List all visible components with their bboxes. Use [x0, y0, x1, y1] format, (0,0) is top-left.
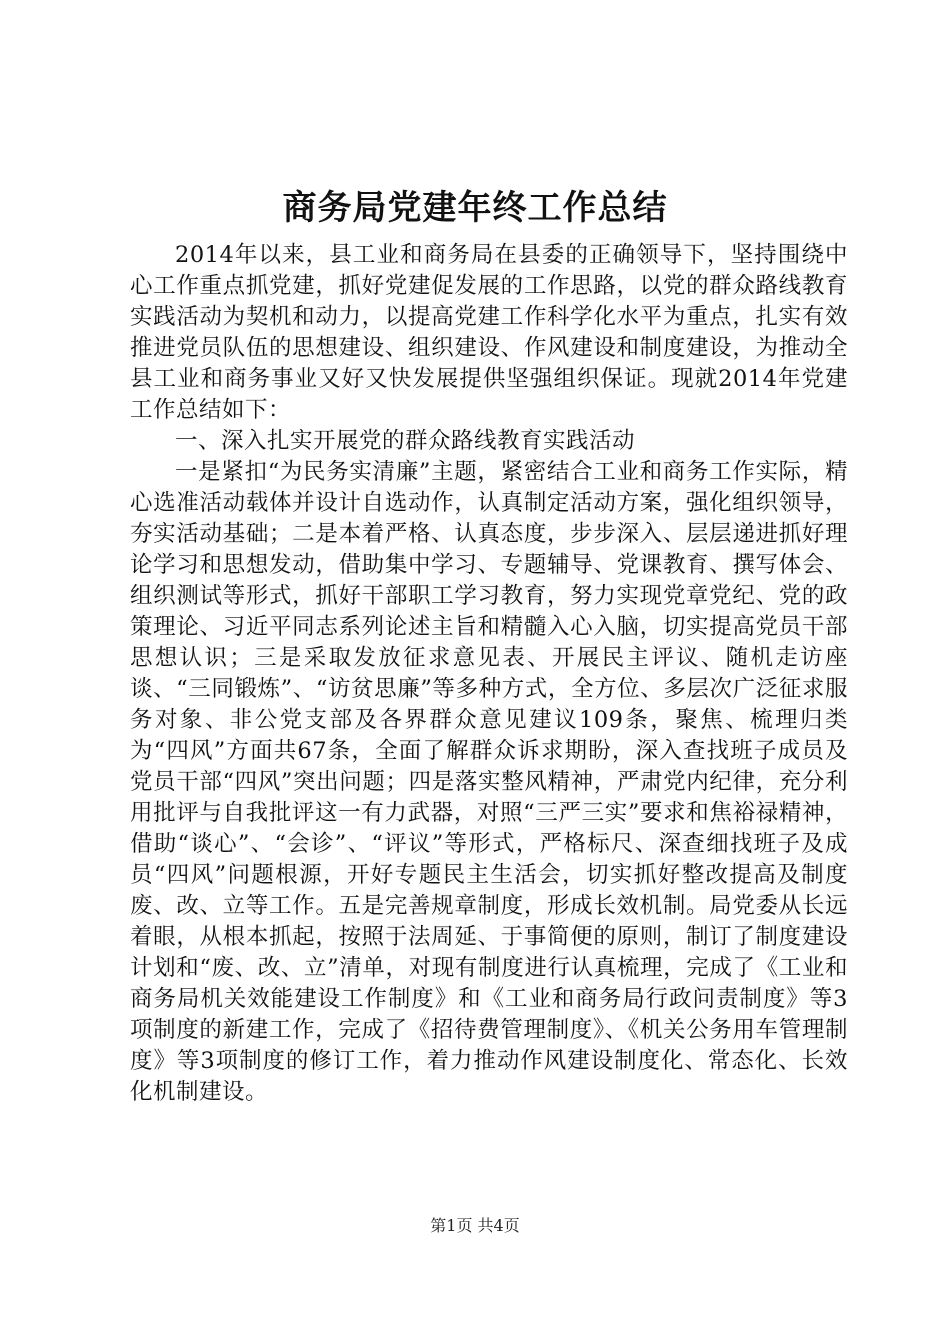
page-footer: 第1页 共4页	[430, 1216, 520, 1235]
document-title: 商务局党建年终工作总结	[282, 188, 668, 228]
document-body	[130, 240, 848, 1108]
section-paragraph: 一是紧扣“为民务实清廉”主题，紧密结合工业和商务工作实际，精心选准活动载体并设计自选动作，认真制定活动方案，强化组织领导，夯实活动基础；二是本着严格、认真态度，步步深入、层层递进抓好理论学习和思想发动，借助集中学习、专题辅导、党课教育、撰写体会、组织测试等形式，抓好干部职工学习教育，努力实现党章党纪、党的政策理论、习近平同志系列论述主旨和精髓入心入脑，切实提高党员干部思想认识；三是采取发放征求意见表、开展民主评议、随机走访座谈、“三同锻炼”、“访贫思廉”等多种方式，全方位、多层次广泛征求服务对象、非公党支部及各界群众意见建议109条，聚焦、梳理归类为“四风”方面共67条，全面了解群众诉求期盼，深入查找班子成员及党员干部“四风”突出问题；四是落实整风精神，严肃党内纪律，充分利用批评与自我批评这一有力武器，对照“三严三实”要求和焦裕禄精神，借助“谈心”、“会诊”、“评议”等形式，严格标尺、深查细找班子及成员“四风”问题根源，开好专题民主生活会，切实抓好整改提高及制度废、改、立等工作。五是完善规章制度，形成长效机制。局党委从长远着眼，从根本抓起，按照于法周延、于事简便的原则，制订了制度建设计划和“废、改、立”清单，对现有制度进行认真梳理，完成了《工业和商务局机关效能建设工作制度》和《工业和商务局行政问责制度》等3项制度的新建工作，完成了《招待费管理制度》、《机关公务用车管理制度》等3项制度的修订工作，着力推动作风建设制度化、常态化、长效化机制建设。	[130, 459, 848, 1105]
section-heading: 一、深入扎实开展党的群众路线教育实践活动	[175, 428, 636, 454]
intro-paragraph: 2014年以来，县工业和商务局在县委的正确领导下，坚持围绕中心工作重点抓党建，抓好党建促发展的工作思路，以党的群众路线教育实践活动为契机和动力，以提高党建工作科学化水平为重点，扎实有效推进党员队伍的思想建设、组织建设、作风建设和制度建设，为推动全县工业和商务事业又好又快发展提供坚强组织保证。现就2014年党建工作总结如下：	[130, 242, 848, 423]
